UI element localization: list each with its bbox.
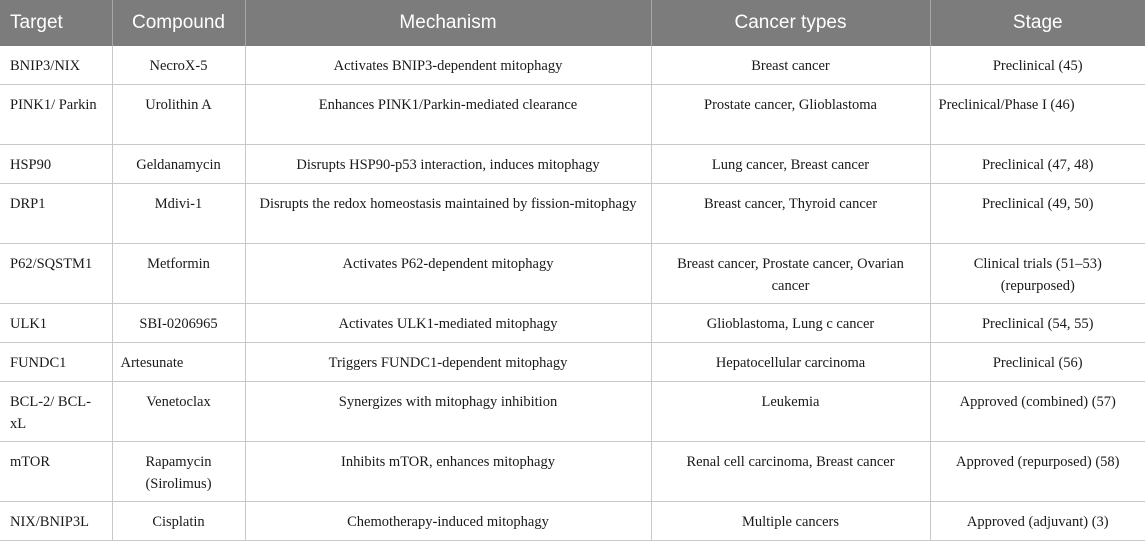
cell-mechanism: Activates BNIP3-dependent mitophagy bbox=[245, 46, 651, 85]
table-header bbox=[0, 0, 1145, 46]
cell-stage: Preclinical (56) bbox=[930, 343, 1145, 382]
cell-mechanism: Triggers FUNDC1-dependent mitophagy bbox=[245, 343, 651, 382]
cell-target: ULK1 bbox=[0, 304, 112, 343]
cell-target: HSP90 bbox=[0, 145, 112, 184]
cell-stage: Approved (combined) (57) bbox=[930, 382, 1145, 442]
table-row bbox=[0, 244, 1145, 304]
cell-cancer-types: Breast cancer, Prostate cancer, Ovarian cancer bbox=[651, 244, 930, 304]
table-body bbox=[0, 46, 1145, 541]
cell-compound: SBI-0206965 bbox=[112, 304, 245, 343]
cell-stage: Preclinical (54, 55) bbox=[930, 304, 1145, 343]
cell-cancer-types: Lung cancer, Breast cancer bbox=[651, 145, 930, 184]
cell-compound: NecroX-5 bbox=[112, 46, 245, 85]
table-row bbox=[0, 85, 1145, 145]
cell-cancer-types: Multiple cancers bbox=[651, 502, 930, 541]
cell-mechanism: Activates ULK1-mediated mitophagy bbox=[245, 304, 651, 343]
header-mechanism: Mechanism bbox=[245, 0, 651, 46]
cell-stage: Preclinical (49, 50) bbox=[930, 184, 1145, 244]
cell-compound: Artesunate bbox=[112, 343, 245, 382]
cell-mechanism: Chemotherapy-induced mitophagy bbox=[245, 502, 651, 541]
cell-compound: Urolithin A bbox=[112, 85, 245, 145]
header-target: Target bbox=[0, 0, 112, 46]
table-row bbox=[0, 145, 1145, 184]
cell-stage: Preclinical/Phase I (46) bbox=[930, 85, 1145, 145]
cell-target: mTOR bbox=[0, 442, 112, 502]
cell-compound: Metformin bbox=[112, 244, 245, 304]
cell-target: P62/SQSTM1 bbox=[0, 244, 112, 304]
cell-compound: Cisplatin bbox=[112, 502, 245, 541]
cell-mechanism: Synergizes with mitophagy inhibition bbox=[245, 382, 651, 442]
cell-cancer-types: Hepatocellular carcinoma bbox=[651, 343, 930, 382]
cell-stage: Approved (adjuvant) (3) bbox=[930, 502, 1145, 541]
cell-mechanism: Activates P62-dependent mitophagy bbox=[245, 244, 651, 304]
cell-target: PINK1/ Parkin bbox=[0, 85, 112, 145]
cell-stage: Clinical trials (51–53) (repurposed) bbox=[930, 244, 1145, 304]
cell-stage: Preclinical (47, 48) bbox=[930, 145, 1145, 184]
cell-mechanism: Enhances PINK1/Parkin-mediated clearance bbox=[245, 85, 651, 145]
table-row bbox=[0, 442, 1145, 502]
header-compound: Compound bbox=[112, 0, 245, 46]
cell-compound: Rapamycin (Sirolimus) bbox=[112, 442, 245, 502]
cell-mechanism: Disrupts HSP90-p53 interaction, induces mitophagy bbox=[245, 145, 651, 184]
cell-target: DRP1 bbox=[0, 184, 112, 244]
cell-target: BNIP3/NIX bbox=[0, 46, 112, 85]
cell-stage: Preclinical (45) bbox=[930, 46, 1145, 85]
table-row bbox=[0, 502, 1145, 541]
table-row bbox=[0, 382, 1145, 442]
cell-compound: Mdivi-1 bbox=[112, 184, 245, 244]
cell-target: BCL-2/ BCL-xL bbox=[0, 382, 112, 442]
cell-cancer-types: Leukemia bbox=[651, 382, 930, 442]
table-row bbox=[0, 46, 1145, 85]
table-row bbox=[0, 343, 1145, 382]
cell-compound: Geldanamycin bbox=[112, 145, 245, 184]
cell-mechanism: Inhibits mTOR, enhances mitophagy bbox=[245, 442, 651, 502]
cell-stage: Approved (repurposed) (58) bbox=[930, 442, 1145, 502]
cell-cancer-types: Breast cancer bbox=[651, 46, 930, 85]
table-row bbox=[0, 304, 1145, 343]
cell-cancer-types: Breast cancer, Thyroid cancer bbox=[651, 184, 930, 244]
cell-target: FUNDC1 bbox=[0, 343, 112, 382]
cell-mechanism: Disrupts the redox homeostasis maintained by fission-mitophagy bbox=[245, 184, 651, 244]
header-cancer-types: Cancer types bbox=[651, 0, 930, 46]
cell-cancer-types: Renal cell carcinoma, Breast cancer bbox=[651, 442, 930, 502]
cell-cancer-types: Prostate cancer, Glioblastoma bbox=[651, 85, 930, 145]
table-row bbox=[0, 184, 1145, 244]
cell-compound: Venetoclax bbox=[112, 382, 245, 442]
cell-target: NIX/BNIP3L bbox=[0, 502, 112, 541]
header-stage: Stage bbox=[930, 0, 1145, 46]
header-row bbox=[0, 0, 1145, 46]
cell-cancer-types: Glioblastoma, Lung c cancer bbox=[651, 304, 930, 343]
